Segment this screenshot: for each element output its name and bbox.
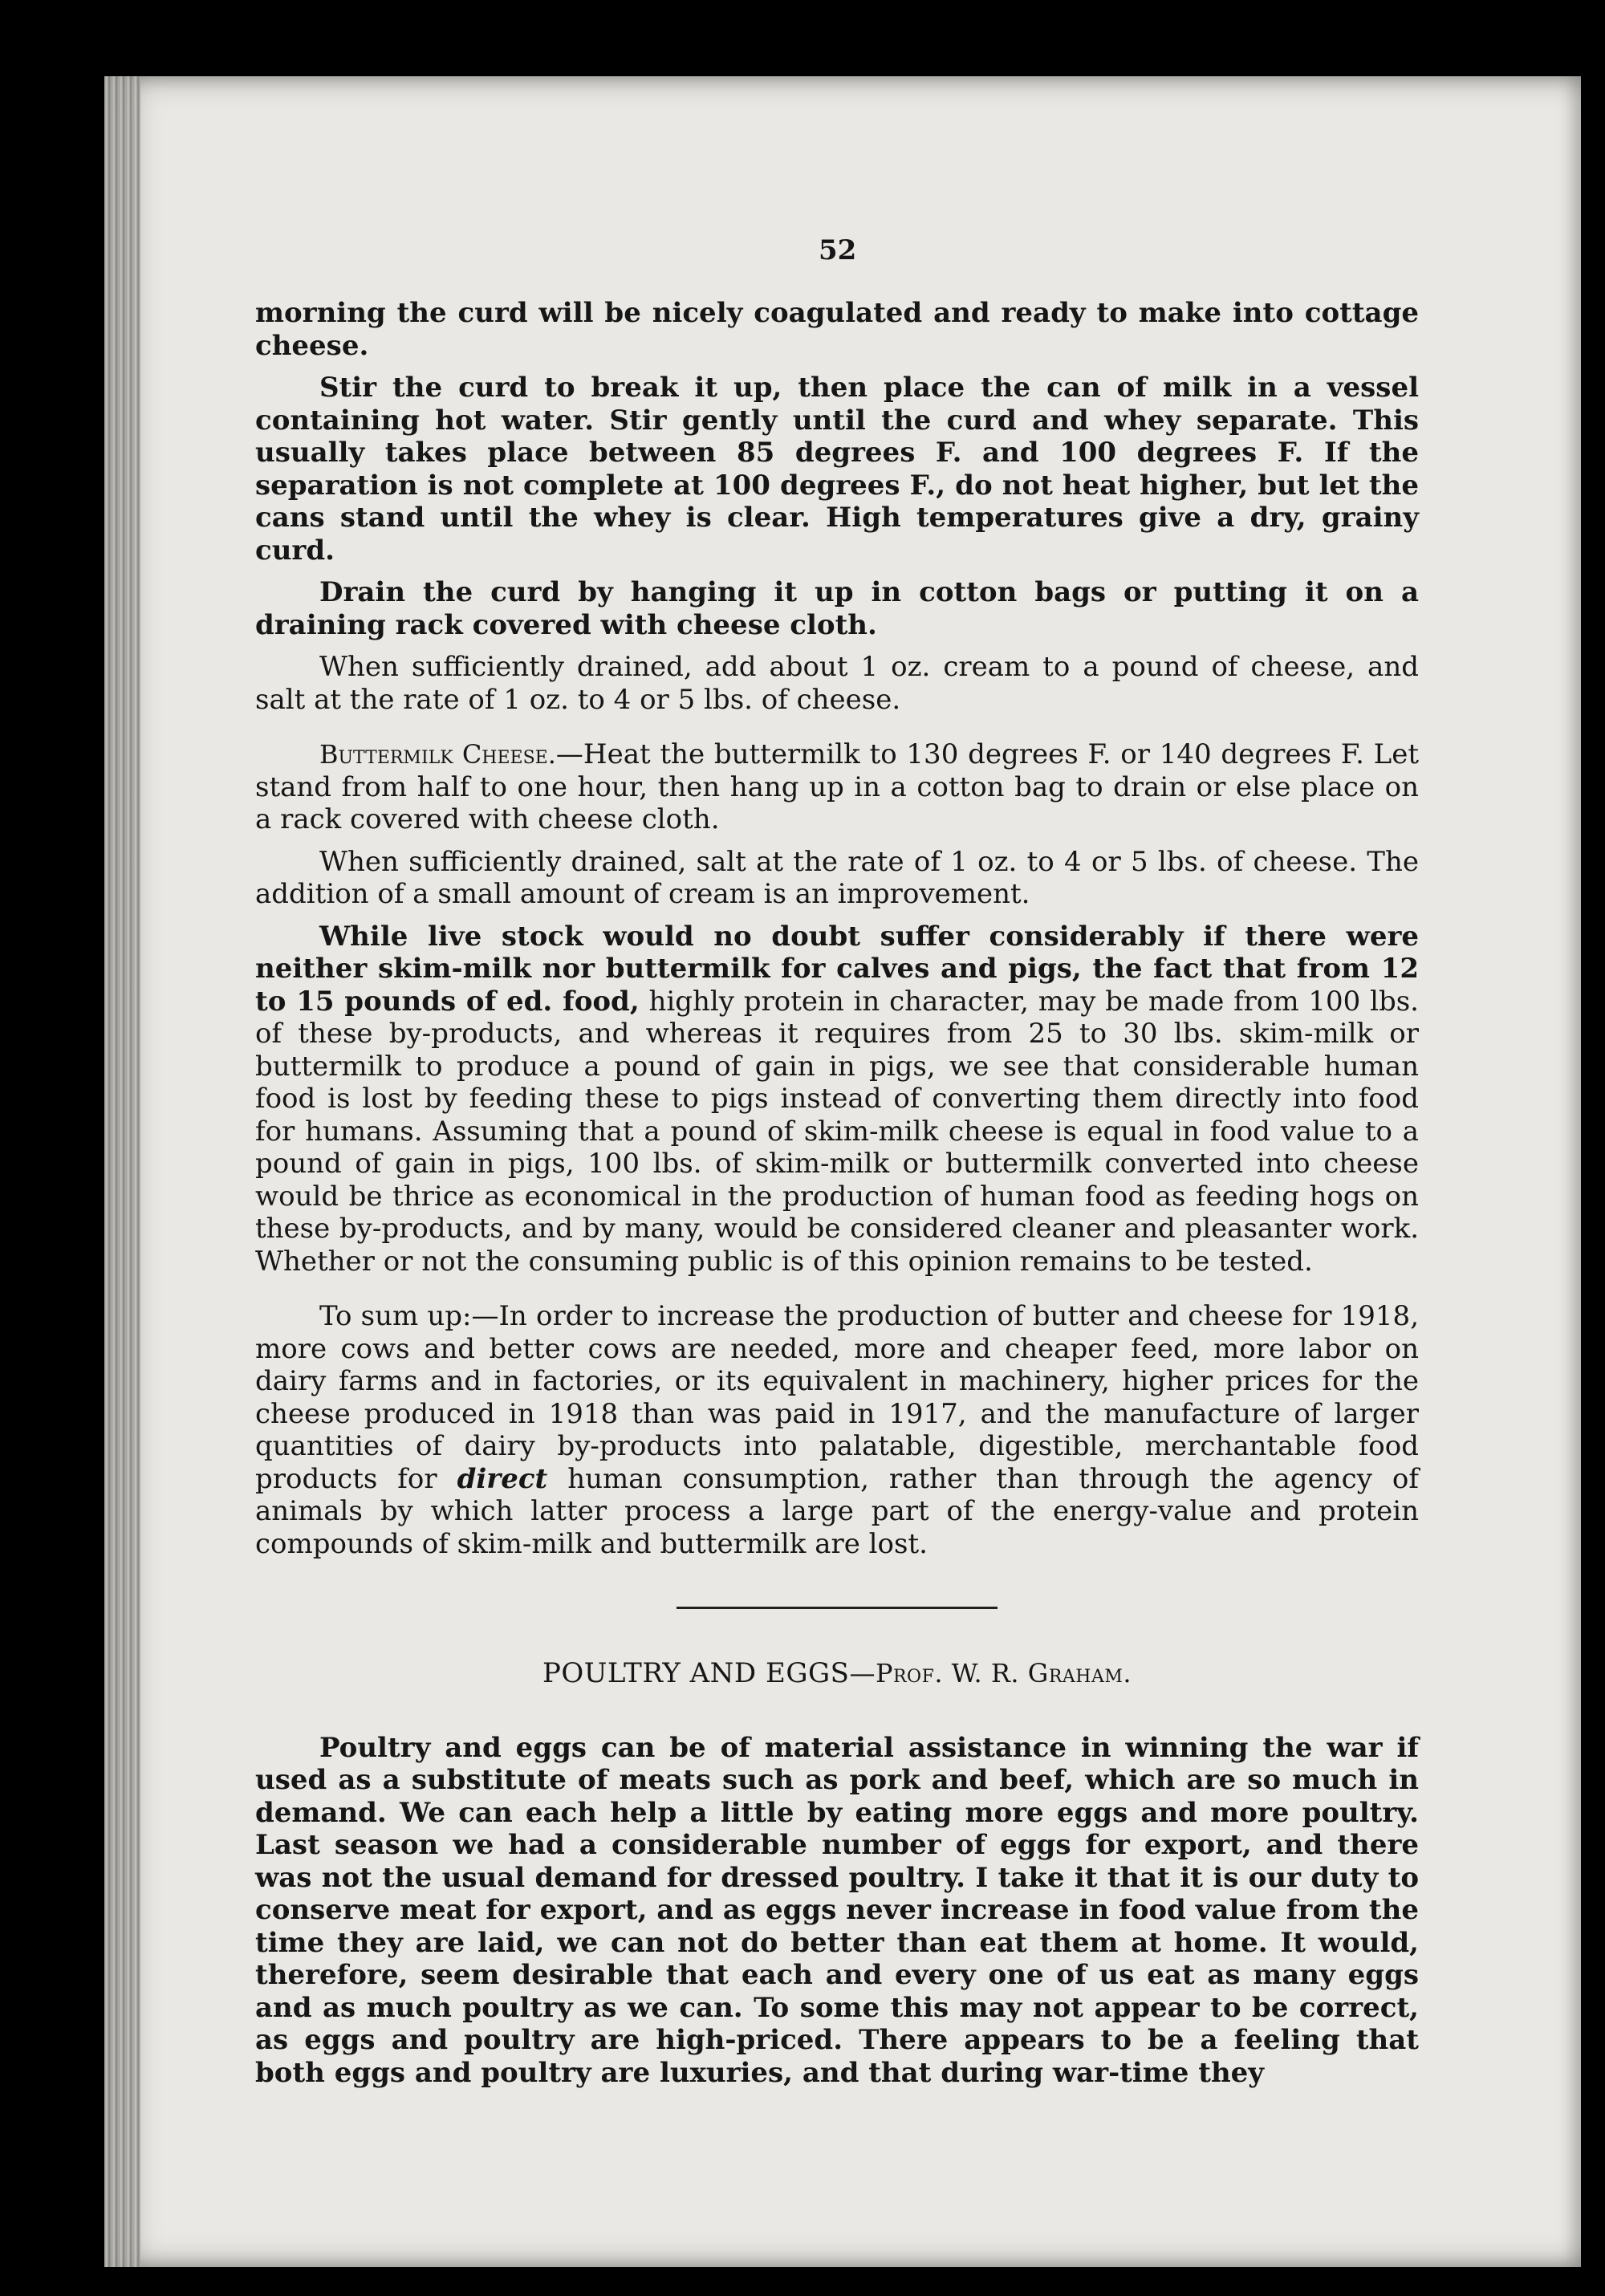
paragraph-poultry-eggs: Poultry and eggs can be of material assistance in winning the war if used as a substitute of meats such as pork and beef, which are so much in demand. We can each help a little by eating more eggs and more poultry. Last season we had a considerable number of eggs for export, and there was not the usual demand for dressed poultry. I take it that it is our duty to conserve meat for export, and as eggs never increase in food value from the time they are laid, we can not do better than eat them at home. It would, therefore, seem desirable that each and every one of us eat as many eggs and as much poultry as we can. To some this may not appear to be correct, as eggs and poultry are high-priced. There appears to be a feeling that both eggs and poultry are luxuries, and that during war-time they <box>255 1731 1419 2089</box>
sum-up-italic: direct <box>457 1462 548 1495</box>
buttermilk-cheese-text: —Heat the buttermilk to 130 degrees F. or 140 degrees F. Let stand from half to one hour, then hang up in a cotton bag to drain or else place on a rack covered with cheese cloth. <box>255 738 1420 835</box>
section-divider <box>677 1607 998 1609</box>
scan-right-margin <box>1581 0 1605 2296</box>
paragraph-sum-up <box>255 1300 1419 1560</box>
page-number: 52 <box>819 234 857 266</box>
book-binding-edge <box>104 76 140 2267</box>
paragraph-drain-curd: Drain the curd by hanging it up in cotton bags or putting it on a draining rack covered with cheese cloth. <box>255 576 1419 641</box>
section-title: POULTRY AND EGGS <box>542 1657 850 1689</box>
paragraph-salt-rate: When sufficiently drained, salt at the rate of 1 oz. to 4 or 5 lbs. of cheese. The addition of a small amount of cream is an improvement. <box>255 845 1419 910</box>
sum-up-text-b: human consumption, rather than through the agency of animals by which latter process a large part of the energy-value and protein compounds of skim-milk and buttermilk are lost. <box>255 1462 1419 1560</box>
section-author: —Prof. W. R. Graham. <box>849 1658 1132 1688</box>
paragraph-buttermilk-cheese <box>255 738 1419 836</box>
paragraph-stir-curd: Stir the curd to break it up, then place the can of milk in a vessel containing hot water. Stir gently until the curd and whey separate. This usually takes place between 85 degrees F. and 100 degrees F. If the separation is not complete at 100 degrees F., do not heat higher, but let the cans stand until the whey is clear. High temperatures give a dry, grainy curd. <box>255 372 1419 567</box>
live-stock-bold-text: While live stock would no doubt suffer considerably if there were neither skim-milk nor buttermilk for calves and pigs, the fact that from 12 to 15 pounds of ed. food, <box>255 920 1419 1018</box>
section-heading-poultry <box>255 1657 1419 1690</box>
paragraph-cottage-cheese-continued: morning the curd will be nicely coagulated and ready to make into cottage cheese. <box>255 297 1419 362</box>
buttermilk-cheese-heading: Buttermilk Cheese. <box>319 739 556 770</box>
live-stock-text: highly protein in character, may be made from 100 lbs. of these by-products, and whereas it requires from 25 to 30 lbs. skim-milk or buttermilk to produce a pound of gain in pigs, we see that considerable human food is lost by feeding these to pigs instead of converting them directly into food for humans. Assuming that a pound of skim-milk cheese is equal in food value to a pound of gain in pigs, 100 lbs. of skim-milk or buttermilk converted into cheese would be thrice as economical in the production of human food as feeding hogs on these by-products, and by many, would be considered cleaner and pleasanter work. Whether or not the consuming public is of this opinion remains to be tested. <box>255 985 1419 1278</box>
paragraph-live-stock <box>255 920 1419 1278</box>
paragraph-sufficiently-drained: When sufficiently drained, add about 1 oz. cream to a pound of cheese, and salt at the rate of 1 oz. to 4 or 5 lbs. of cheese. <box>255 651 1419 716</box>
sum-up-text-a: To sum up:—In order to increase the production of butter and cheese for 1918, more cows and better cows are needed, more and cheaper feed, more labor on dairy farms and in factories, or its equivalent in machinery, higher prices for the cheese produced in 1918 than was paid in 1917, and the manufacture of larger quantities of dairy by-products into palatable, digestible, merchantable food products for <box>255 1300 1419 1495</box>
page-body <box>255 297 1419 2099</box>
